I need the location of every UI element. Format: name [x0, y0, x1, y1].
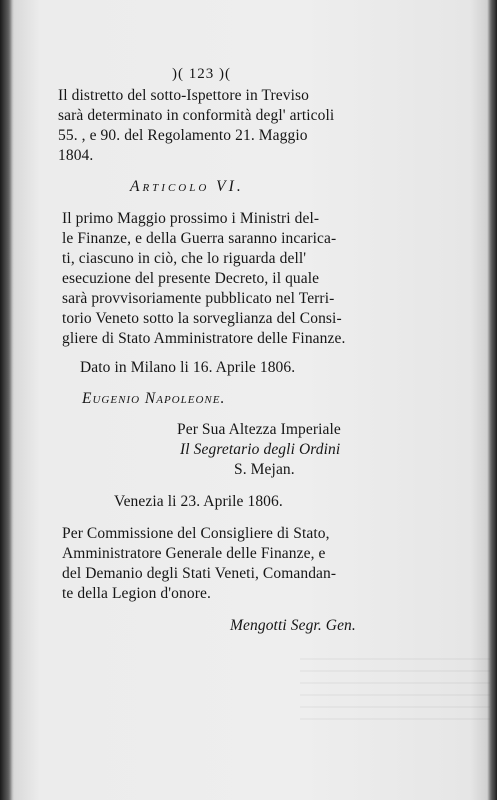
paragraph-1-line-3: 55. , e 90. del Regolamento 21. Maggio [58, 127, 308, 144]
signature-mengotti: Mengotti Segr. Gen. [230, 617, 356, 634]
countersign-line-1: Per Sua Altezza Imperiale [177, 421, 341, 438]
paragraph-2-line-4: esecuzione del presente Decreto, il quale [62, 270, 320, 287]
paragraph-1-line-4: 1804. [58, 147, 94, 164]
page-number: )( 123 )( [172, 66, 231, 82]
paragraph-3-line-1: Per Commissione del Consigliere di Stato, [62, 525, 330, 542]
paragraph-2-line-6: torio Veneto sotto la sorveglianza del Consi- [62, 310, 342, 327]
countersign-line-2: Il Segretario degli Ordini [180, 441, 341, 458]
paragraph-3-line-2: Amministratore Generale delle Finanze, e [62, 545, 326, 562]
page-edge-shadow [487, 0, 497, 800]
paragraph-3-line-3: del Demanio degli Stati Veneti, Comandan- [62, 565, 337, 582]
countersign-line-3: S. Mejan. [234, 461, 295, 478]
date-venice: Venezia li 23. Aprile 1806. [114, 493, 283, 510]
book-spine-shadow [0, 0, 12, 800]
paragraph-2-line-1: Il primo Maggio prossimo i Ministri del- [62, 210, 320, 227]
paragraph-1-line-2: sarà determinato in conformità degl' articoli [58, 107, 335, 124]
paragraph-2-line-3: ti, ciascuno in ciò, che lo riguarda dell' [62, 250, 307, 267]
paragraph-2-line-2: le Finanze, e della Guerra saranno incarica- [62, 230, 337, 247]
show-through-text [300, 650, 490, 720]
date-milan: Dato in Milano li 16. Aprile 1806. [80, 359, 296, 376]
paragraph-2-line-7: gliere di Stato Amministratore delle Finanze. [62, 330, 346, 347]
paragraph-1-line-1: Il distretto del sotto-Ispettore in Treviso [58, 87, 309, 104]
paragraph-3-line-4: te della Legion d'onore. [62, 585, 211, 602]
signature-eugenio: Eugenio Napoleone. [82, 390, 226, 407]
paragraph-2-line-5: sarà provvisoriamente pubblicato nel Terri- [62, 290, 335, 307]
article-heading: Articolo VI. [130, 178, 244, 195]
